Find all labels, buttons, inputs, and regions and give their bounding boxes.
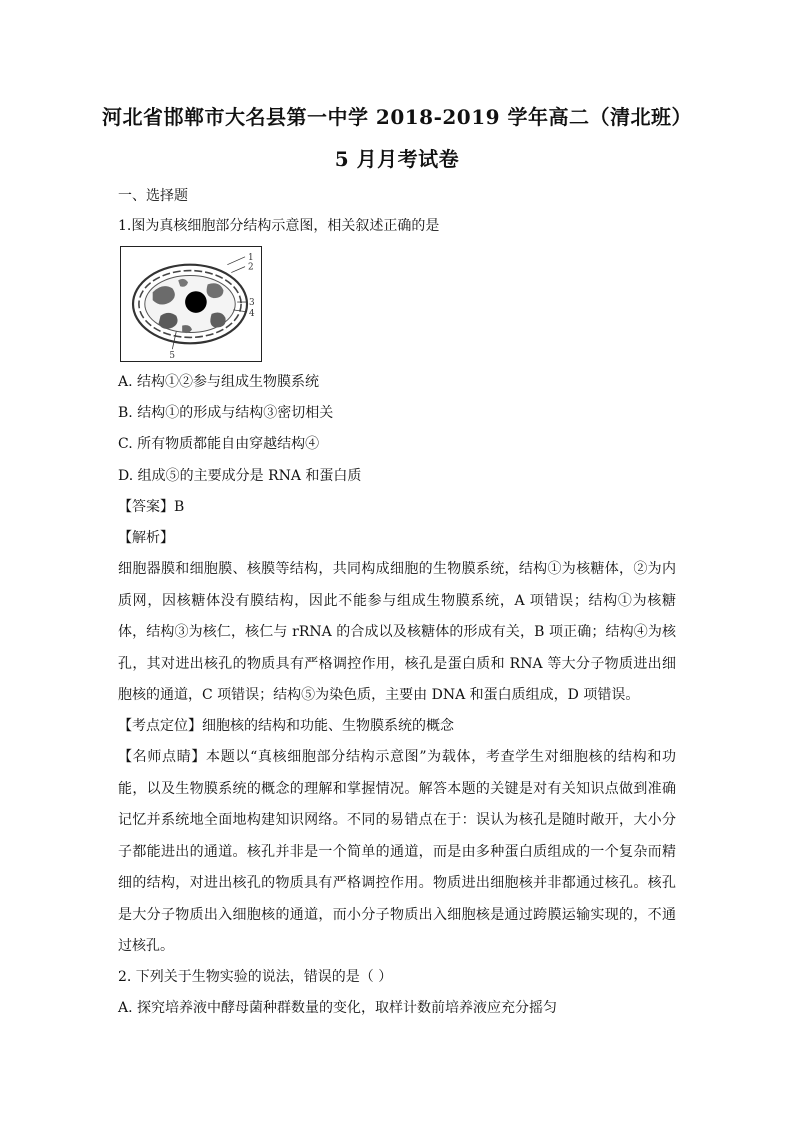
- figure-label-4: 4: [248, 308, 255, 319]
- figure-label-2: 2: [248, 262, 254, 273]
- question-1-stem: 1.图为真核细胞部分结构示意图，相关叙述正确的是: [118, 218, 440, 234]
- question-1-option-d: D. 组成⑤的主要成分是 RNA 和蛋白质: [118, 468, 362, 484]
- question-1-kaodian: 【考点定位】细胞核的结构和功能、生物膜系统的概念: [118, 718, 454, 734]
- question-1-analysis-heading: 【解析】: [118, 530, 174, 546]
- question-1-option-b: B. 结构①的形成与结构③密切相关: [118, 405, 334, 421]
- figure-label-3: 3: [248, 297, 255, 308]
- figure-label-5: 5: [169, 351, 176, 361]
- question-1-mingshi: 【名师点睛】本题以“真核细胞部分结构示意图”为载体，考查学生对细胞核的结构和功能，以及生物膜系统的概念的理解和掌握情况。解答本题的关键是对有关知识点做到准确记忆并系统地全面地构建知识网络。不同的易错点在于：误认为核孔是随时敞开，大小分子都能进出的通道。核孔并非是一个简单的通道，而是由多种蛋白质组成的一个复杂而精细的结构，对进出核孔的物质具有严格调控作用。物质进出细胞核并非都通过核孔。核孔是大分子物质出入细胞核的通道，而小分子物质出入细胞核是通过跨膜运输实现的，不通过核孔。: [118, 749, 676, 954]
- figure-label-1: 1: [248, 252, 254, 263]
- page-subtitle: 5 月月考试卷: [334, 147, 460, 171]
- cell-structure-figure: [120, 246, 262, 362]
- question-2-stem: 2. 下列关于生物实验的说法，错误的是（ ）: [118, 969, 393, 985]
- nucleus-diagram: [121, 247, 261, 361]
- question-1-answer: 【答案】B: [118, 499, 185, 515]
- question-2-option-a: A. 探究培养液中酵母菌种群数量的变化，取样计数前培养液应充分摇匀: [118, 1000, 558, 1016]
- question-1-option-c: C. 所有物质都能自由穿越结构④: [118, 436, 320, 452]
- page-title: 河北省邯郸市大名县第一中学 2018-2019 学年高二（清北班）: [101, 105, 693, 129]
- question-1-analysis: 细胞器膜和细胞膜、核膜等结构，共同构成细胞的生物膜系统，结构①为核糖体，②为内质网，因核糖体没有膜结构，因此不能参与组成生物膜系统，A 项错误；结构①为核糖体，结构③为核仁，核仁与 rRNA 的合成以及核糖体的形成有关，B 项正确；结构④为核孔，其对进出核孔的物质具有严格调控作用，核孔是蛋白质和 RNA 等大分子物质进出细胞核的通道，C 项错误；结构⑤为染色质，主要由 DNA 和蛋白质组成，D 项错误。: [118, 561, 676, 703]
- section-heading: 一、选择题: [118, 188, 188, 204]
- question-1-option-a: A. 结构①②参与组成生物膜系统: [118, 374, 320, 390]
